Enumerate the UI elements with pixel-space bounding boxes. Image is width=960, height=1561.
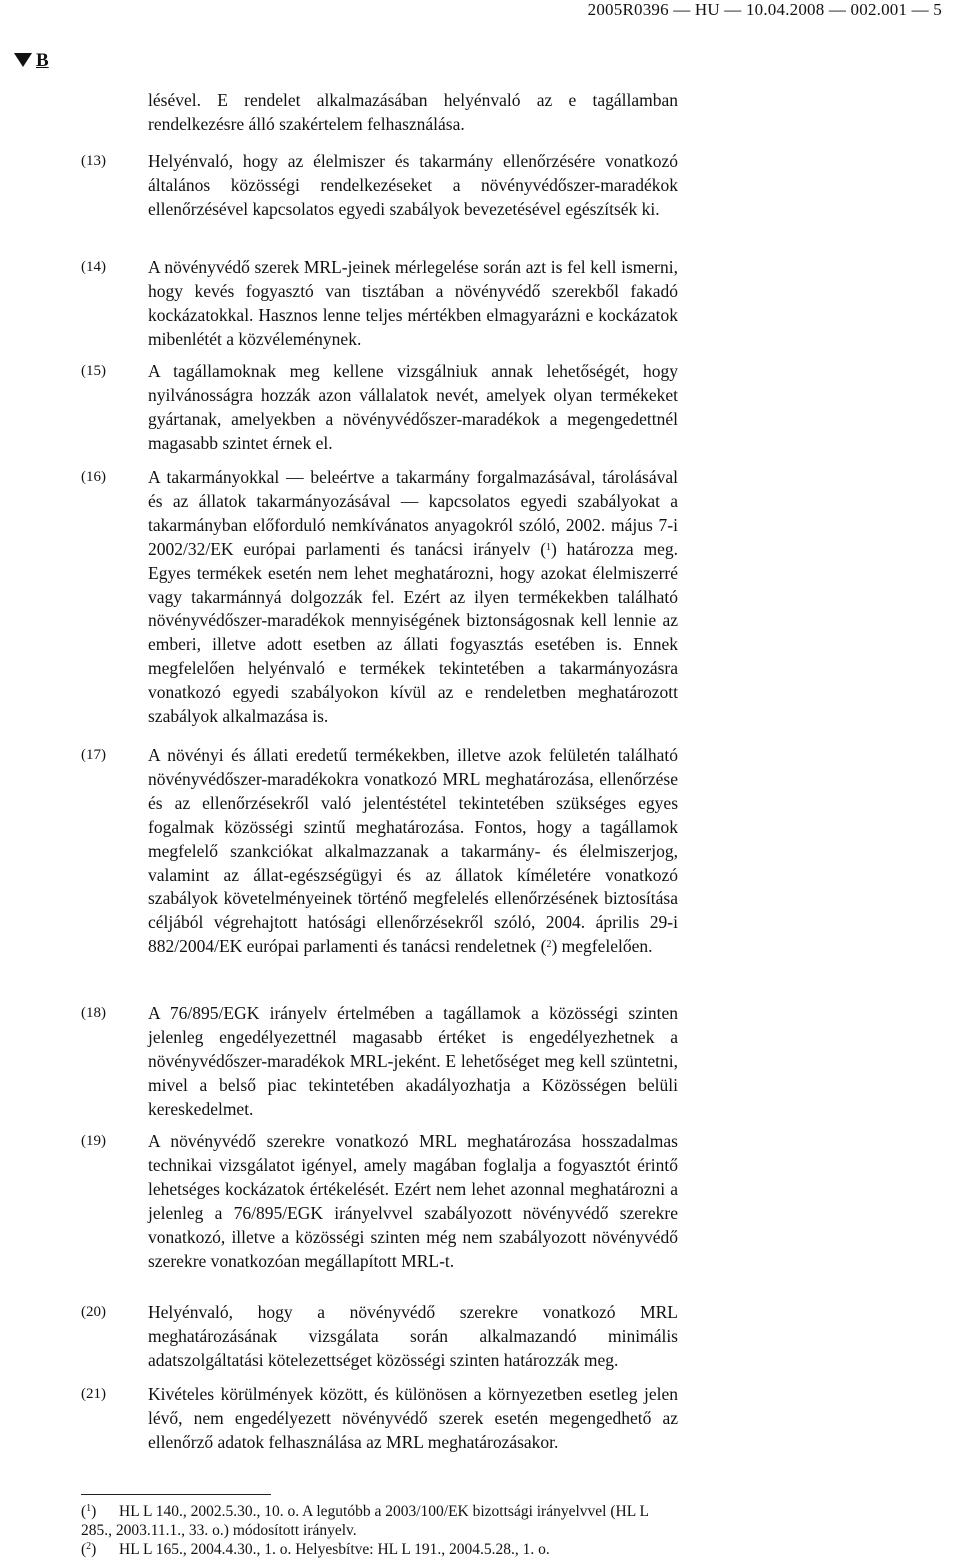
paragraph-text-part: A takarmányokkal — beleértve a takarmány forgalmazásával, tárolásával és az állatok takarmányozásával — kapcsolatos egyedi szabályokat a takarmányban előforduló nemkívánatos anyagokról szóló, 2002. május 7-i 2002/32/EK európai parlamenti és tanácsi irányelv ( bbox=[148, 467, 678, 559]
paragraph-continuation: lésével. E rendelet alkalmazásában helyénvaló az e tagállamban rendelkezésre álló szakértelem felhasználása. bbox=[148, 90, 678, 134]
paragraph-text: Helyénvaló, hogy a növényvédő szerekre vonatkozó MRL meghatározásának vizsgálata során alkalmazandó minimális adatszolgáltatási kötelezettséget közösségi szinten határozzák meg. bbox=[148, 1302, 678, 1370]
paragraph-number: (17) bbox=[81, 747, 106, 763]
paragraph-text bbox=[148, 466, 678, 729]
footnote-text: HL L 165., 2004.4.30., 1. o. Helyesbítve: HL L 191., 2004.5.28., 1. o. bbox=[119, 1541, 550, 1558]
paragraph-text-part: A növényi és állati eredetű termékekben, illetve azok felületén található növényvédőszer-maradékokra vonatkozó MRL meghatározása, ellenőrzése és az ellenőrzésekről való jelentéstétel tekintetében szükséges egyes fogalmak közösségi szintű meghatározása. Fontos, hogy a tagállamok megfelelő szankciókat alkalmazzanak a takarmány- és élelmiszerjog, valamint az állat-egészségügyi és az állatok kíméletére vonatkozó szabályok követelményeinek történő megfelelés ellenőrzésének biztosítása céljából végrehajtott hatósági ellenőrzésekről szóló, 2004. április 29-i 882/2004/EK európai parlamenti és tanácsi rendeletnek ( bbox=[148, 745, 678, 957]
footnote-number: ($^1$) bbox=[81, 1503, 97, 1520]
paragraph-number: (18) bbox=[81, 1005, 106, 1021]
paragraph-text: A tagállamoknak meg kellene vizsgálniuk annak lehetőségét, hogy nyilvánosságra hozzák azon vállalatok nevét, amelyek olyan termékeket gyártanak, amelyekben a növényvédőszer-maradékok a megengedettnél magasabb szintet érnek el. bbox=[148, 361, 678, 453]
paragraph-text: A növényvédő szerek MRL-jeinek mérlegelése során azt is fel kell ismerni, hogy kevés fogyasztó van tisztában a növényvédő szerekből fakadó kockázatokkal. Hasznos lenne teljes mértékben elmagyarázni e kockázatok mibenlétét a közvéleménynek. bbox=[148, 257, 678, 349]
paragraph-number: (13) bbox=[81, 153, 106, 169]
footnote bbox=[81, 1502, 681, 1540]
paragraph-number: (19) bbox=[81, 1133, 106, 1149]
footnote-ref[interactable]: 1 bbox=[546, 541, 552, 553]
footnote bbox=[81, 1540, 681, 1559]
footnote-ref[interactable]: 2 bbox=[546, 939, 552, 951]
footnote-separator bbox=[81, 1494, 271, 1495]
paragraph-number: (15) bbox=[81, 363, 106, 379]
triangle-down-icon bbox=[14, 53, 32, 67]
page-header: 2005R0396 — HU — 10.04.2008 — 002.001 — 5 bbox=[587, 0, 942, 19]
footnote-number: ($^2$) bbox=[81, 1541, 97, 1558]
paragraph-text-part: ) határozza meg. Egyes termékek esetén nem lehet meghatározni, hogy azokat élelmiszerré vagy takarmánnyá dolgozzák fel. Ezért az ilyen termékekben található növényvédőszer-maradékok mennyiségének biztonságosnak kell lennie az emberi, illetve adott esetben az állati fogyasztás esetében is. Ennek megfelelően helyénvaló e termékek tekintetében a takarmányozásra vonatkozó egyedi szabályokon kívül az e rendeletben meghatározott szabályok alkalmazása is. bbox=[148, 538, 679, 727]
paragraph-text: A 76/895/EGK irányelv értelmében a tagállamok a közösségi szinten jelenleg engedélyezettnél magasabb értéket is engedélyezhetnek a növényvédőszer-maradékok MRL-jeként. E lehetőséget meg kell szüntetni, mivel a belső piac tekintetében akadályozhatja a Közösségen belüli kereskedelmet. bbox=[148, 1003, 678, 1119]
paragraph-number: (16) bbox=[81, 469, 106, 485]
paragraph-text: Helyénvaló, hogy az élelmiszer és takarmány ellenőrzésére vonatkozó általános közösségi rendelkezéseket a növényvédőszer-maradékok ellenőrzésével kapcsolatos egyedi szabályok bevezetésével egészítsék ki. bbox=[148, 151, 678, 219]
paragraph-number: (21) bbox=[81, 1386, 106, 1402]
paragraph-number: (20) bbox=[81, 1304, 106, 1320]
section-marker bbox=[14, 50, 49, 72]
paragraph-text: Kivételes körülmények között, és különösen a környezetben esetleg jelen lévő, nem engedélyezett növényvédő szerek esetén megengedhető az ellenőrző adatok felhasználása az MRL meghatározásakor. bbox=[148, 1384, 678, 1452]
paragraph-text bbox=[148, 744, 678, 959]
footnote-text: HL L 140., 2002.5.30., 10. o. A legutóbb a 2003/100/EK bizottsági irányelvvel (HL L 285., 2003.11.1., 33. o.) módosított irányelv. bbox=[81, 1503, 649, 1539]
paragraph-text: A növényvédő szerekre vonatkozó MRL meghatározása hosszadalmas technikai vizsgálatot igényel, amely magában foglalja a fogyasztót érintő lehetséges kockázatok értékelését. Ezért nem lehet azonnal meghatározni a jelenleg a 76/895/EGK irányelvvel szabályozott növényvédő szerekre vonatkozó, illetve a közösségi szinten még nem szabályozott növényvédő szerekre vonatkozóan megállapított MRL-t. bbox=[148, 1131, 678, 1271]
paragraph-number: (14) bbox=[81, 259, 106, 275]
paragraph-text-part: ) megfelelően. bbox=[551, 936, 653, 957]
section-marker-label: B bbox=[36, 50, 49, 71]
